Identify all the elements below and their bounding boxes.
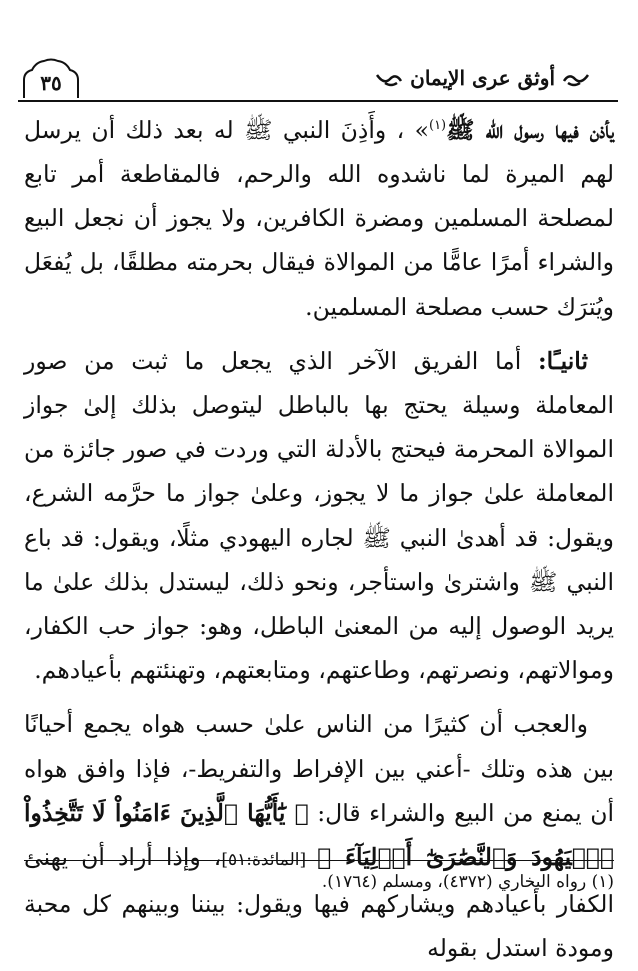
paragraph-1-text: » ، وأَذِنَ النبي ﷺ له بعد ذلك أن يرسل لهم الميرة لما ناشدوه الله والرحم، فالمقاطعة أمر تابع لمصلحة المسلمين ومضرة الكافرين، ولا يجوز أن نجعل البيع والشراء أمرًا عامًّا من الموالاة فيقال بحرمته مطلقًا، بل يُفعَل ويُترَك حسب مصلحة المسلمين. (24, 115, 614, 321)
paragraph-2-lead: ثانيـًا: (537, 346, 588, 375)
page-header (18, 52, 618, 102)
main-text (24, 104, 614, 971)
running-title (375, 66, 590, 92)
footnote: (١) رواه البخاري (٤٣٧٢)، ومسلم (١٧٦٤). (321, 872, 614, 892)
paragraph-2 (24, 339, 614, 693)
paragraph-3-text-b: ، وإذا أراد أن يهنئ الكفار بأعيادهم ويشاركهم فيها ويقول: بيننا وبينهم كل محبة ومودة استدل بقوله (24, 843, 614, 963)
footnote-divider (24, 860, 614, 861)
ornament-left-icon (375, 68, 403, 92)
verse-reference: [المائدة:٥١] (221, 850, 318, 871)
quran-verse: ﴿ يَٰٓأَيُّهَا ٱلَّذِينَ ءَامَنُواْ لَا تَتَّخِذُواْ ٱلۡيَهُودَ وَٱلنَّصَٰرَىٰٓ أَوۡلِيَآءَ ﴾ (24, 798, 614, 872)
ornament-right-icon (562, 68, 590, 92)
paragraph-3 (24, 702, 614, 970)
page-number-frame (18, 58, 84, 98)
footnote-marker: (١) (428, 118, 447, 133)
page-number: ٣٥ (40, 71, 62, 95)
hadith-fragment: يأذن فيها رسول الله ﷺ (446, 115, 614, 144)
running-title-text: أوثق عرى الإيمان (410, 66, 556, 90)
paragraph-3-text-a: والعجب أن كثيرًا من الناس علىٰ حسب هواه يجمع أحيانًا بين هذه وتلك -أعني بين الإفراط والتفريط-، فإذا وافق هواه أن يمنع من البيع والشراء قال: (24, 710, 614, 827)
paragraph-1 (24, 104, 614, 329)
paragraph-2-text: أما الفريق الآخر الذي يجعل ما ثبت من صور المعاملة وسيلة يحتج بها بالباطل ليتوصل بذلك إلىٰ جواز الموالاة المحرمة فيحتج بالأدلة التي وردت في صور جائزة من المعاملة علىٰ جواز ما لا يجوز، وعلىٰ جواز ما حرَّمه الشرع، ويقول: قد أهدىٰ النبي ﷺ لجاره اليهودي مثلًا، ويقول: قد باع النبي ﷺ واشترىٰ واستأجر، ونحو ذلك، ليستدل بذلك علىٰ ما يريد الوصول إليه من المعنىٰ الباطل، وهو: جواز حب الكفار، وموالاتهم، ونصرتهم، وطاعتهم، ومتابعتهم، وتهنئتهم بأعيادهم. (24, 346, 614, 685)
